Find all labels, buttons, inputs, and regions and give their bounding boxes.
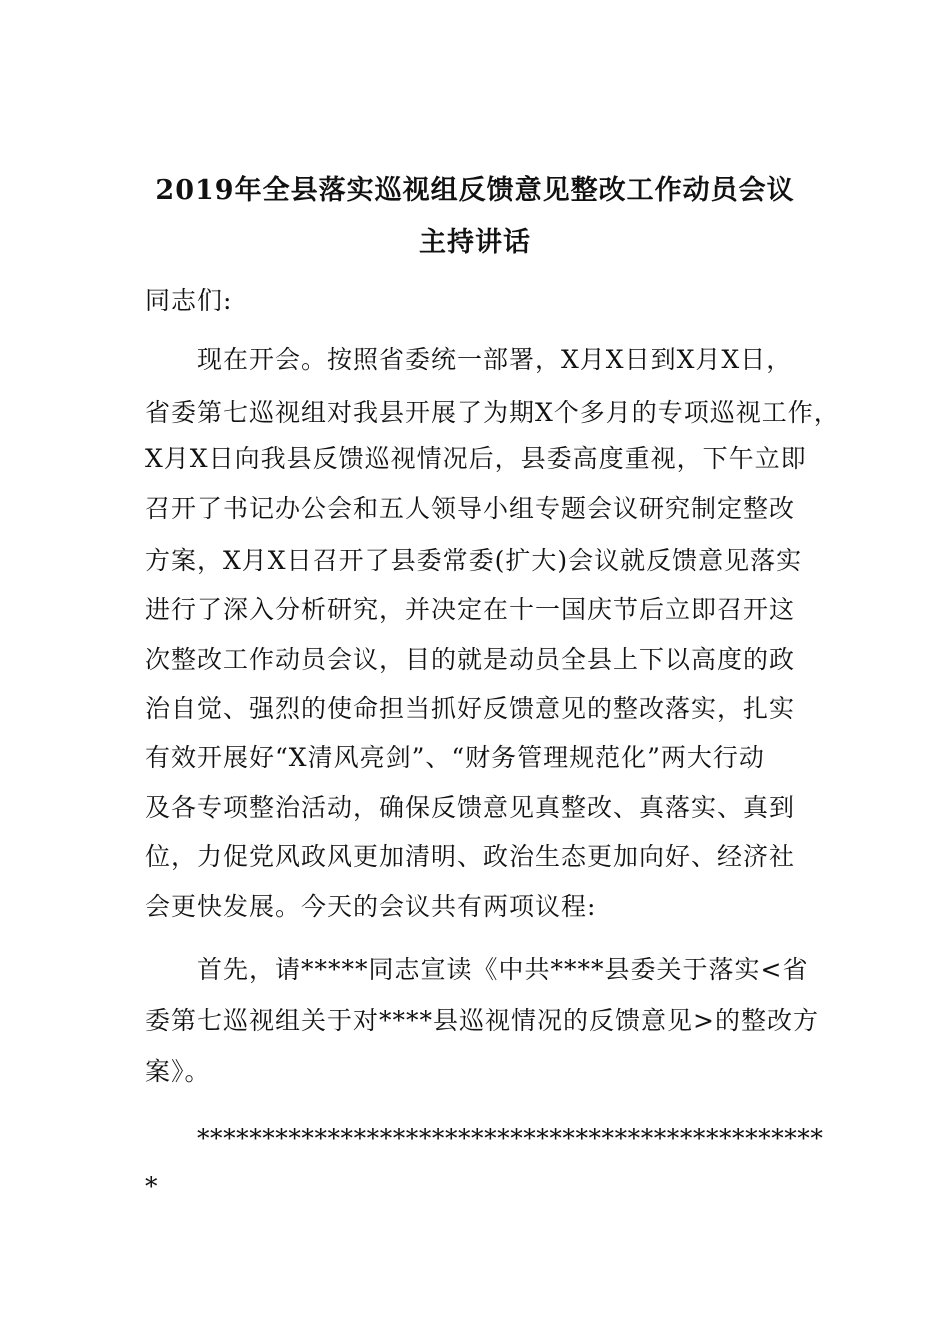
paragraph-1-line-1: 现在开会。按照省委统一部署，X月X日到X月X日，: [197, 345, 793, 374]
greeting: 同志们:: [145, 286, 233, 315]
paragraph-1-line-2: 省委第七巡视组对我县开展了为期X个多月的专项巡视工作，: [145, 398, 840, 427]
paragraph-1-line-7: 次整改工作动员会议，目的就是动员全县上下以高度的政: [145, 645, 796, 674]
paragraph-1-line-5: 方案，X月X日召开了县委常委(扩大)会议就反馈意见落实: [145, 546, 803, 575]
paragraph-1-line-6: 进行了深入分析研究，并决定在十一国庆节后立即召开这: [145, 595, 796, 624]
paragraph-1-line-4: 召开了书记办公会和五人领导小组专题会议研究制定整改: [145, 494, 796, 523]
separator-line-2: *: [145, 1172, 159, 1201]
paragraph-1-line-9: 有效开展好“X清风亮剑”、“财务管理规范化”两大行动: [145, 743, 765, 772]
paragraph-2-line-2: 委第七巡视组关于对****县巡视情况的反馈意见>的整改方: [145, 1006, 819, 1035]
paragraph-1-line-10: 及各专项整治活动，确保反馈意见真整改、真落实、真到: [145, 793, 796, 822]
paragraph-1-line-12: 会更快发展。今天的会议共有两项议程:: [145, 892, 597, 921]
paragraph-1-line-11: 位，力促党风政风更加清明、政治生态更加向好、经济社: [145, 842, 796, 871]
document-title-line-2: 主持讲话: [419, 227, 531, 258]
separator-line-1: ************************************************: [197, 1124, 824, 1153]
paragraph-2-line-1: 首先，请*****同志宣读《中共****县委关于落实<省: [197, 955, 809, 984]
document-title-line-1: 2019年全县落实巡视组反馈意见整改工作动员会议: [155, 175, 795, 206]
paragraph-1-line-3: X月X日向我县反馈巡视情况后，县委高度重视，下午立即: [145, 444, 807, 473]
paragraph-1-line-8: 治自觉、强烈的使命担当抓好反馈意见的整改落实，扎实: [145, 694, 796, 723]
paragraph-2-line-3: 案》。: [145, 1057, 211, 1086]
